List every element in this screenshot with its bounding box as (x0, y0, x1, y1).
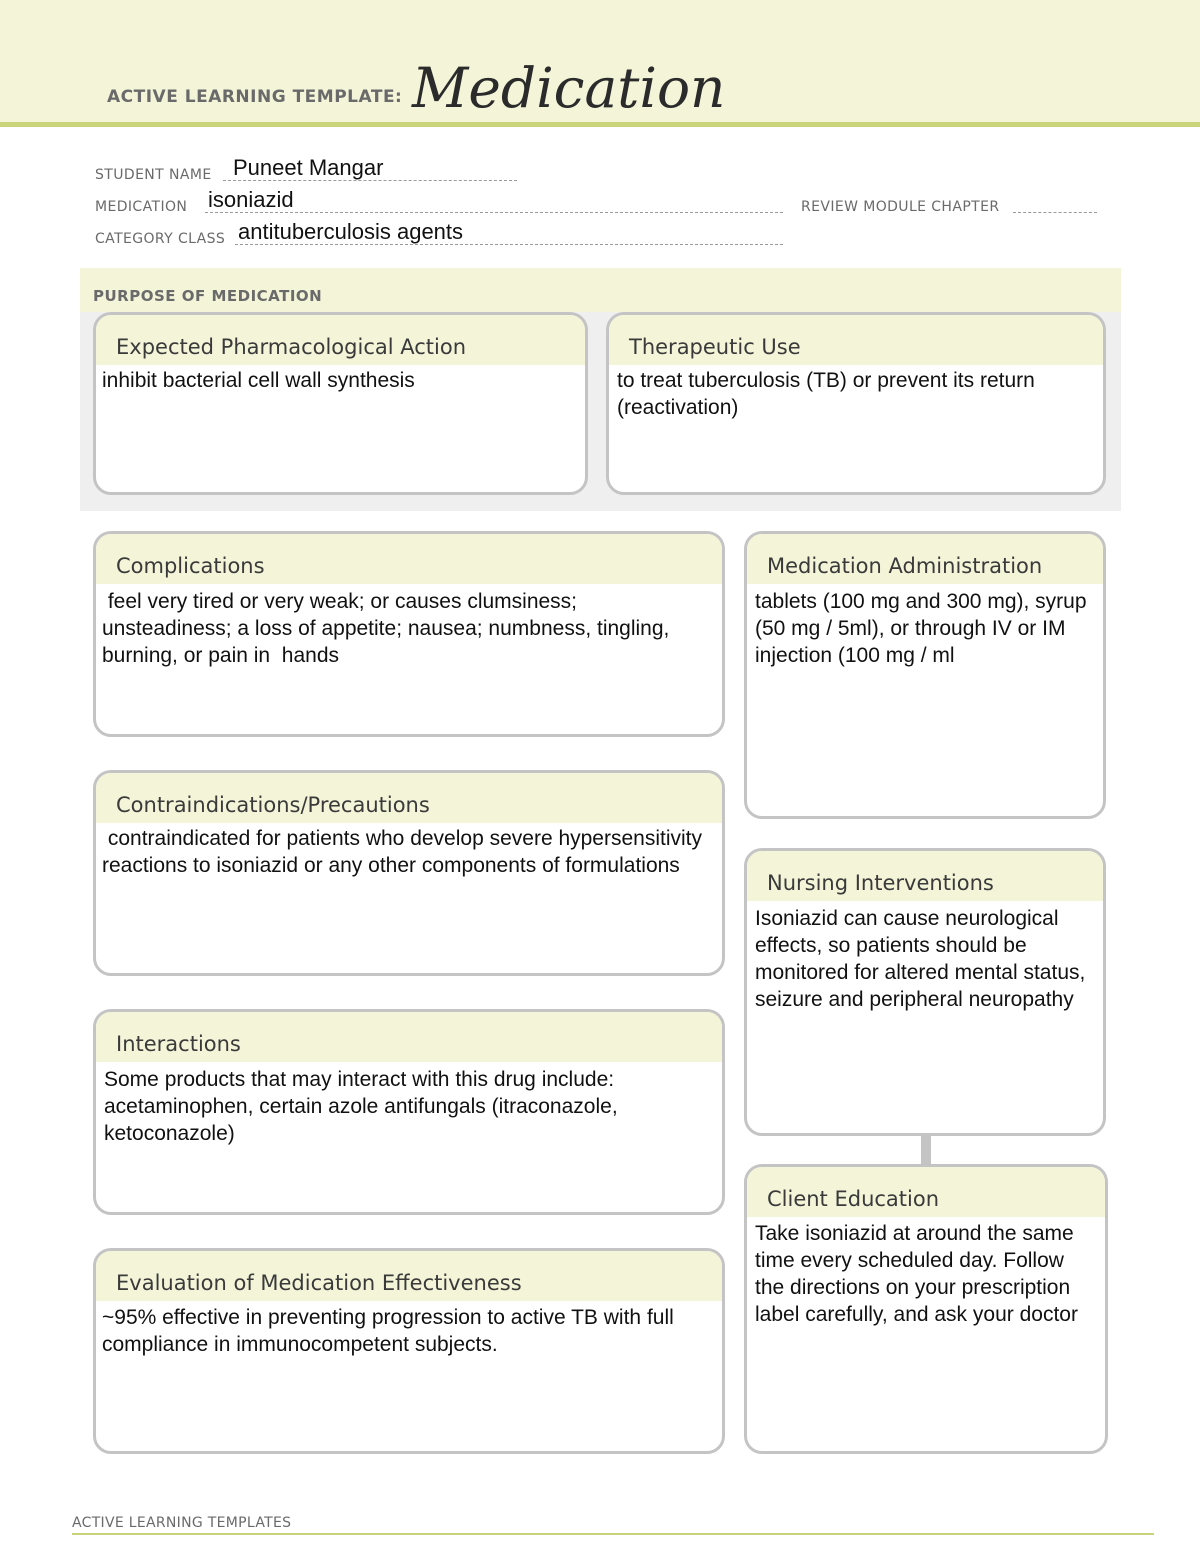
page-title: Medication (412, 56, 726, 120)
nursing-interventions-heading: Nursing Interventions (747, 851, 1103, 901)
interactions-card (93, 1009, 725, 1215)
column-connector (921, 1135, 931, 1165)
evaluation-heading: Evaluation of Medication Effectiveness (96, 1251, 722, 1301)
student-name-row (95, 155, 525, 185)
evaluation-text[interactable]: ~95% effective in preventing progression to active TB with full compliance in immunocompetent subjects. (102, 1306, 680, 1356)
administration-card (744, 531, 1106, 819)
footer-rule (72, 1533, 1154, 1535)
category-class-label: CATEGORY CLASS (95, 231, 226, 247)
footer-label: ACTIVE LEARNING TEMPLATES (72, 1515, 292, 1531)
contraindications-heading: Contraindications/Precautions (96, 773, 722, 823)
expected-action-heading: Expected Pharmacological Action (96, 315, 585, 365)
medication-label: MEDICATION (95, 199, 188, 215)
category-class-row (95, 219, 795, 249)
nursing-interventions-card (744, 848, 1106, 1136)
client-education-text[interactable]: Take isoniazid at around the same time every scheduled day. Follow the directions on your prescription label carefully, and ask your doctor (755, 1222, 1080, 1326)
medication-row (95, 187, 1105, 217)
contraindications-text[interactable]: contraindicated for patients who develop severe hypersensitivity reactions to isoniazid or any other components of formulations (102, 827, 708, 877)
therapeutic-use-text[interactable]: to treat tuberculosis (TB) or prevent its return (reactivation) (617, 369, 1041, 419)
administration-heading: Medication Administration (747, 534, 1103, 584)
therapeutic-use-card (606, 312, 1106, 495)
expected-action-card (93, 312, 588, 495)
interactions-text[interactable]: Some products that may interact with this drug include: acetaminophen, certain azole antifungals (itraconazole, ketoconazole) (104, 1068, 624, 1145)
template-label: ACTIVE LEARNING TEMPLATE: (107, 87, 403, 107)
review-module-label: REVIEW MODULE CHAPTER (801, 199, 1000, 215)
complications-card (93, 531, 725, 737)
interactions-heading: Interactions (96, 1012, 722, 1062)
review-module-line (1013, 212, 1097, 213)
student-name-field[interactable]: Puneet Mangar (233, 155, 384, 180)
purpose-title: PURPOSE OF MEDICATION (93, 287, 323, 305)
client-education-card (744, 1164, 1108, 1454)
header-rule (0, 122, 1200, 127)
complications-text[interactable]: feel very tired or very weak; or causes clumsiness; unsteadiness; a loss of appetite; nausea; numbness, tingling, burning, or pain in hands (102, 590, 676, 667)
client-education-heading: Client Education (747, 1167, 1105, 1217)
therapeutic-use-heading: Therapeutic Use (609, 315, 1103, 365)
nursing-interventions-text[interactable]: Isoniazid can cause neurological effects, so patients should be monitored for altered mental status, seizure and peripheral neuropathy (755, 907, 1092, 1011)
medication-field[interactable]: isoniazid (208, 187, 294, 212)
contraindications-card (93, 770, 725, 976)
student-name-label: STUDENT NAME (95, 167, 212, 183)
complications-heading: Complications (96, 534, 722, 584)
expected-action-text[interactable]: inhibit bacterial cell wall synthesis (102, 369, 415, 392)
evaluation-card (93, 1248, 725, 1454)
administration-text[interactable]: tablets (100 mg and 300 mg), syrup (50 mg / 5ml), or through IV or IM injection (100 mg / ml (755, 590, 1093, 667)
category-class-field[interactable]: antituberculosis agents (238, 219, 464, 244)
